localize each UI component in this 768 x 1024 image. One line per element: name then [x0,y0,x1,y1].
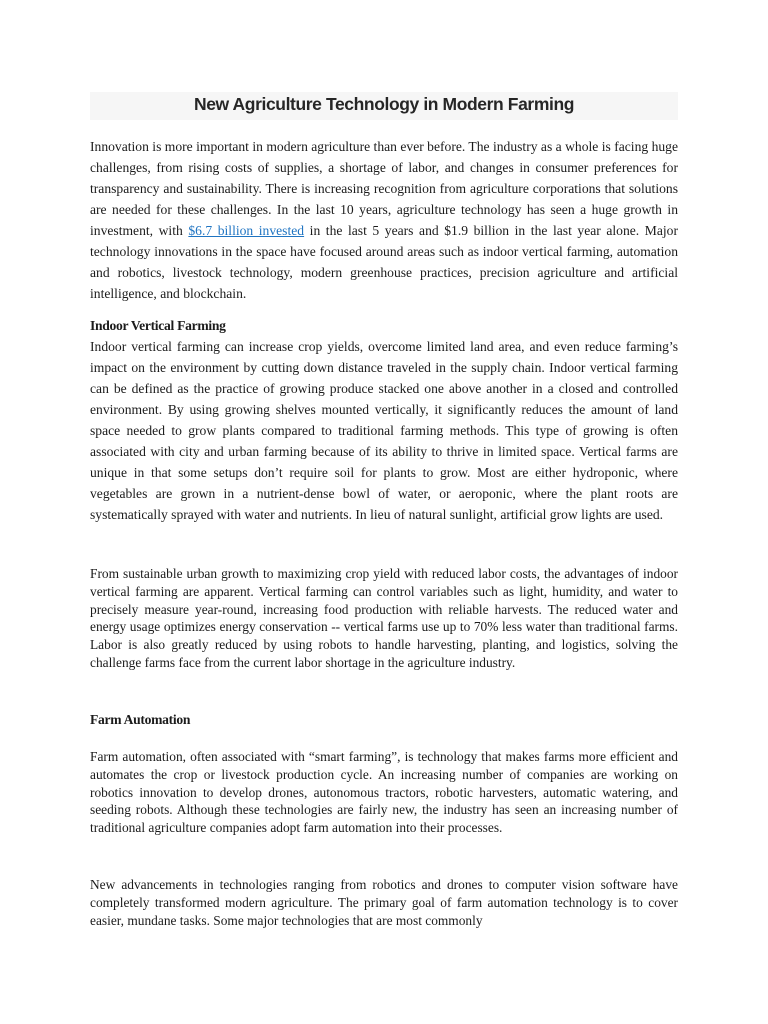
page-title: New Agriculture Technology in Modern Farming [193,94,575,114]
section-heading-vertical-farming: Indoor Vertical Farming [90,318,226,333]
intro-text-before-link: Innovation is more important in modern agriculture than ever before. The industry as a whole is facing huge challenges, from rising costs of supplies, a shortage of labor, and changes in consumer preferences for transparency and sustainability. There is increasing recognition from agriculture corporations that solutions are needed for these challenges. In the last 10 years, agriculture technology has seen a huge growth in investment, with [90,139,678,238]
farm-automation-paragraph-2: New advancements in technologies ranging from robotics and drones to computer vision software have completely transformed modern agriculture. The primary goal of farm automation technology is to cover easier, mundane tasks. Some major technologies that are most commonly [90,877,678,928]
intro-text-after-link: in the last 5 years and $1.9 billion in the last year alone. Major technology innovations in the space have focused around areas such as indoor vertical farming, automation and robotics, livestock technology, modern greenhouse practices, precision agriculture and artificial intelligence, and blockchain. [90,223,678,301]
farm-automation-paragraph-1: Farm automation, often associated with “smart farming”, is technology that makes farms more efficient and automates the crop or livestock production cycle. An increasing number of companies are working on robotics innovation to develop drones, autonomous tractors, robotic harvesters, automatic watering, and seeding robots. Although these technologies are fairly new, the industry has seen an increasing number of traditional agriculture companies adopt farm automation into their processes. [90,749,678,836]
vertical-farming-paragraph-1: Indoor vertical farming can increase crop yields, overcome limited land area, and even reduce farming’s impact on the environment by cutting down distance traveled in the supply chain. Indoor vertical farming can be defined as the practice of growing produce stacked one above another in a closed and controlled environment. By using growing shelves mounted vertically, it significantly reduces the amount of land space needed to grow plants compared to traditional farming methods. This type of growing is often associated with city and urban farming because of its ability to thrive in limited space. Vertical farms are unique in that some setups don’t require soil for plants to grow. Most are either hydroponic, where vegetables are grown in a nutrient-dense bowl of water, or aeroponic, where the plant roots are systematically sprayed with water and nutrients. In lieu of natural sunlight, artificial grow lights are used. [90,339,678,522]
intro-paragraph [90,136,678,304]
section-heading-farm-automation: Farm Automation [90,712,191,727]
vertical-farming-paragraph-2: From sustainable urban growth to maximizing crop yield with reduced labor costs, the advantages of indoor vertical farming are apparent. Vertical farming can control variables such as light, humidity, and water to precisely measure year-round, increasing food production with reliable harvests. The reduced water and energy usage optimizes energy conservation -- vertical farms use up to 70% less water than traditional farms. Labor is also greatly reduced by using robots to handle harvesting, planting, and logistics, solving the challenge farms face from the current labor shortage in the agriculture industry. [90,566,678,670]
investment-link[interactable]: $6.7 billion invested [188,223,305,238]
